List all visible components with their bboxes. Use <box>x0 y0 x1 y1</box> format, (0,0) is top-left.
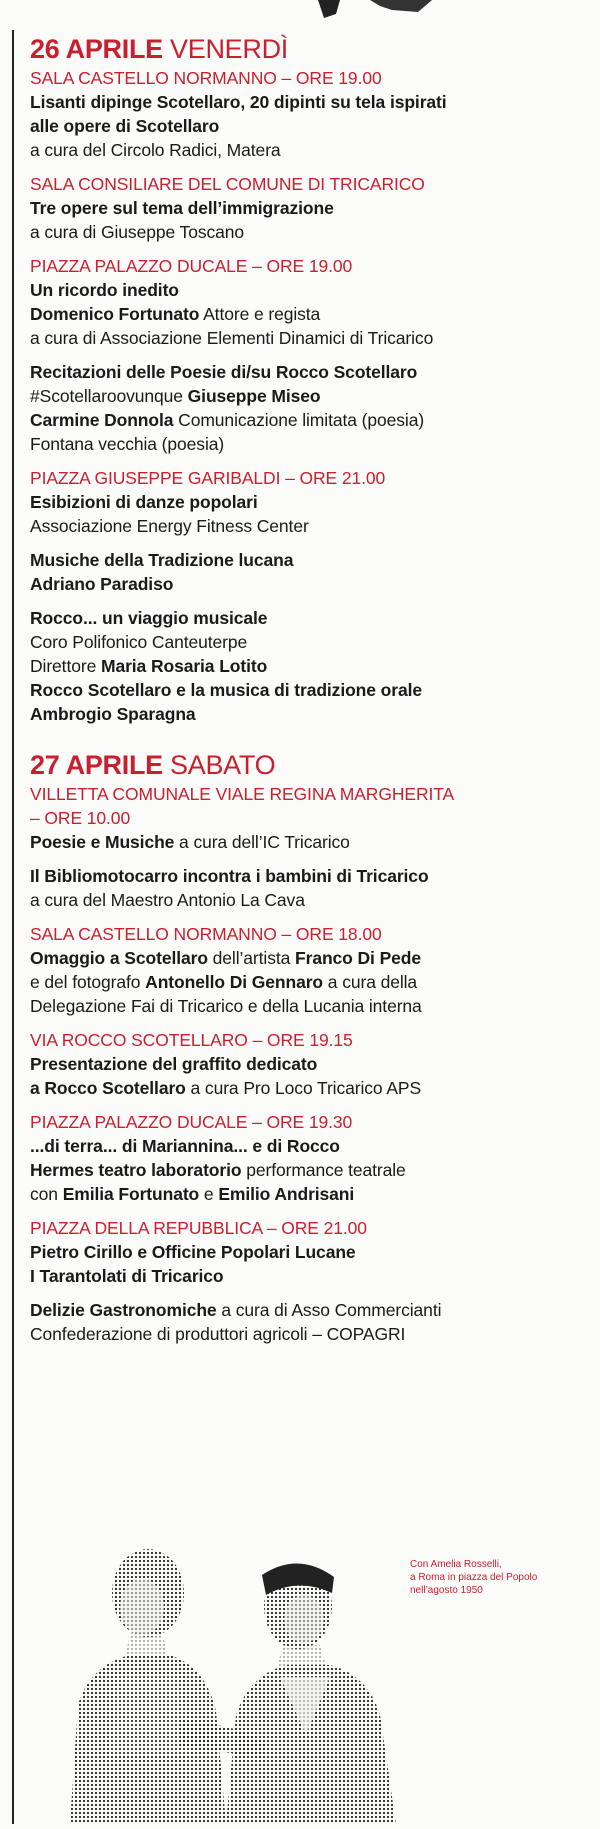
venue-time: PIAZZA PALAZZO DUCALE – ORE 19.30 <box>30 1112 353 1132</box>
event-line <box>30 864 590 888</box>
bold-text: Ambrogio Sparagna <box>30 704 196 724</box>
bold-text: Domenico Fortunato <box>30 304 200 324</box>
event-block <box>30 466 590 538</box>
day-26-events <box>30 66 590 726</box>
bold-text: ...di terra... di Mariannina... e di Rocco <box>30 1136 340 1156</box>
regular-text: Confederazione di produttori agricoli – COPAGRI <box>30 1324 406 1344</box>
event-block <box>30 1110 590 1206</box>
event-line <box>30 514 590 538</box>
venue-time: VIA ROCCO SCOTELLARO – ORE 19.15 <box>30 1030 353 1050</box>
bold-text: Adriano Paradiso <box>30 574 174 594</box>
event-line <box>30 946 590 970</box>
bold-text: Emilio Andrisani <box>218 1184 355 1204</box>
regular-text: a cura di Giuseppe Toscano <box>30 222 245 242</box>
event-line <box>30 196 590 220</box>
event-block <box>30 66 590 162</box>
event-block <box>30 1216 590 1288</box>
top-decoration-fragment <box>300 0 440 22</box>
regular-text: #Scotellaroovunque <box>30 386 188 406</box>
event-line <box>30 220 590 244</box>
photo-caption <box>410 1558 580 1597</box>
bold-text: Antonello Di Gennaro <box>145 972 324 992</box>
venue-time: SALA CASTELLO NORMANNO – ORE 19.00 <box>30 68 382 88</box>
bold-text: Esibizioni di danze popolari <box>30 492 258 512</box>
event-line <box>30 630 590 654</box>
event-line <box>30 1076 590 1100</box>
event-block <box>30 922 590 1018</box>
caption-line: a Roma in piazza del Popolo <box>410 1572 538 1583</box>
event-line <box>30 1182 590 1206</box>
event-line <box>30 360 590 384</box>
bold-text: Carmine Donnola <box>30 410 174 430</box>
bold-text: Tre opere sul tema dell’immigrazione <box>30 198 334 218</box>
bold-text: Giuseppe Miseo <box>187 386 321 406</box>
event-block <box>30 1298 590 1346</box>
event-block <box>30 1028 590 1100</box>
event-line <box>30 606 590 630</box>
bold-text: Hermes teatro laboratorio <box>30 1160 242 1180</box>
regular-text: a cura di Associazione Elementi Dinamici di Tricarico <box>30 328 434 348</box>
regular-text: Delegazione Fai di Tricarico e della Lucania interna <box>30 996 422 1016</box>
venue-time: PIAZZA PALAZZO DUCALE – ORE 19.00 <box>30 256 353 276</box>
caption-line: nell’agosto 1950 <box>410 1585 483 1596</box>
regular-text: Comunicazione limitata (poesia) <box>173 410 425 430</box>
bold-text: a Rocco Scotellaro <box>30 1078 186 1098</box>
program-listing <box>30 34 590 1356</box>
event-line <box>30 830 590 854</box>
bold-text: Poesie e Musiche <box>30 832 175 852</box>
regular-text: con <box>30 1184 63 1204</box>
bold-text: Emilia Fortunato <box>62 1184 200 1204</box>
event-line <box>30 970 590 994</box>
regular-text: a cura dell’IC Tricarico <box>174 832 350 852</box>
day-weekday: VENERDÌ <box>170 34 288 64</box>
bold-text: Delizie Gastronomiche <box>30 1300 217 1320</box>
bold-text: Rocco... un viaggio musicale <box>30 608 268 628</box>
event-line <box>30 1052 590 1076</box>
regular-text: a cura del Circolo Radici, Matera <box>30 140 281 160</box>
regular-text: a cura del Maestro Antonio La Cava <box>30 890 305 910</box>
event-line <box>30 90 590 114</box>
regular-text: Attore e regista <box>199 304 321 324</box>
regular-text: dell’artista <box>207 948 296 968</box>
event-line <box>30 326 590 350</box>
event-block <box>30 254 590 350</box>
regular-text: a cura Pro Loco Tricarico APS <box>185 1078 422 1098</box>
bold-text: Il Bibliomotocarro incontra i bambini di Tricarico <box>30 866 429 886</box>
bold-text: Lisanti dipinge Scotellaro, 20 dipinti su tela ispirati <box>30 92 447 112</box>
venue-time: – ORE 10.00 <box>30 808 131 828</box>
event-line <box>30 1298 590 1322</box>
event-line <box>30 654 590 678</box>
day-heading-26 <box>30 34 590 64</box>
event-line <box>30 1158 590 1182</box>
event-block <box>30 606 590 726</box>
regular-text: a cura di Asso Commercianti <box>216 1300 442 1320</box>
event-line <box>30 1240 590 1264</box>
venue-time: VILLETTA COMUNALE VIALE REGINA MARGHERITA <box>30 784 455 804</box>
venue-time: SALA CASTELLO NORMANNO – ORE 18.00 <box>30 924 382 944</box>
event-line <box>30 432 590 456</box>
day-date: 26 APRILE <box>30 34 163 64</box>
event-line <box>30 572 590 596</box>
bold-text: Maria Rosaria Lotito <box>100 656 268 676</box>
venue-time: PIAZZA DELLA REPUBBLICA – ORE 21.00 <box>30 1218 367 1238</box>
caption-line: Con Amelia Rosselli, <box>410 1559 502 1570</box>
event-line <box>30 408 590 432</box>
bold-text: alle opere di Scotellaro <box>30 116 220 136</box>
event-line <box>30 384 590 408</box>
event-line <box>30 1134 590 1158</box>
event-line <box>30 278 590 302</box>
event-block <box>30 172 590 244</box>
event-block <box>30 782 590 854</box>
event-line <box>30 548 590 572</box>
event-line <box>30 678 590 702</box>
regular-text: a cura della <box>323 972 418 992</box>
day-27-events <box>30 782 590 1346</box>
regular-text: performance teatrale <box>241 1160 406 1180</box>
event-block <box>30 548 590 596</box>
regular-text: e del fotografo <box>30 972 146 992</box>
event-block <box>30 360 590 456</box>
day-weekday: SABATO <box>170 750 276 780</box>
day-heading-27 <box>30 750 590 780</box>
regular-text: Fontana vecchia (poesia) <box>30 434 225 454</box>
event-line <box>30 888 590 912</box>
bold-text: Rocco Scotellaro e la musica di tradizione orale <box>30 680 422 700</box>
bold-text: Omaggio a Scotellaro <box>30 948 208 968</box>
venue-time: SALA CONSILIARE DEL COMUNE DI TRICARICO <box>30 174 425 194</box>
bold-text: Musiche della Tradizione lucana <box>30 550 294 570</box>
event-line <box>30 490 590 514</box>
event-line <box>30 994 590 1018</box>
event-line <box>30 138 590 162</box>
event-line <box>30 702 590 726</box>
day-date: 27 APRILE <box>30 750 163 780</box>
bold-text: I Tarantolati di Tricarico <box>30 1266 224 1286</box>
left-vertical-rule <box>12 30 14 1824</box>
bold-text: Presentazione del graffito dedicato <box>30 1054 318 1074</box>
bold-text: Un ricordo inedito <box>30 280 179 300</box>
regular-text: Associazione Energy Fitness Center <box>30 516 309 536</box>
bold-text: Franco Di Pede <box>295 948 422 968</box>
event-line <box>30 1264 590 1288</box>
regular-text: Coro Polifonico Canteuterpe <box>30 632 248 652</box>
event-line <box>30 114 590 138</box>
bold-text: Pietro Cirillo e Officine Popolari Lucane <box>30 1242 356 1262</box>
regular-text: Direttore <box>30 656 101 676</box>
bold-text: Recitazioni delle Poesie di/su Rocco Scotellaro <box>30 362 418 382</box>
regular-text: e <box>199 1184 219 1204</box>
event-line <box>30 302 590 326</box>
venue-time: PIAZZA GIUSEPPE GARIBALDI – ORE 21.00 <box>30 468 386 488</box>
event-block <box>30 864 590 912</box>
event-line <box>30 1322 590 1346</box>
